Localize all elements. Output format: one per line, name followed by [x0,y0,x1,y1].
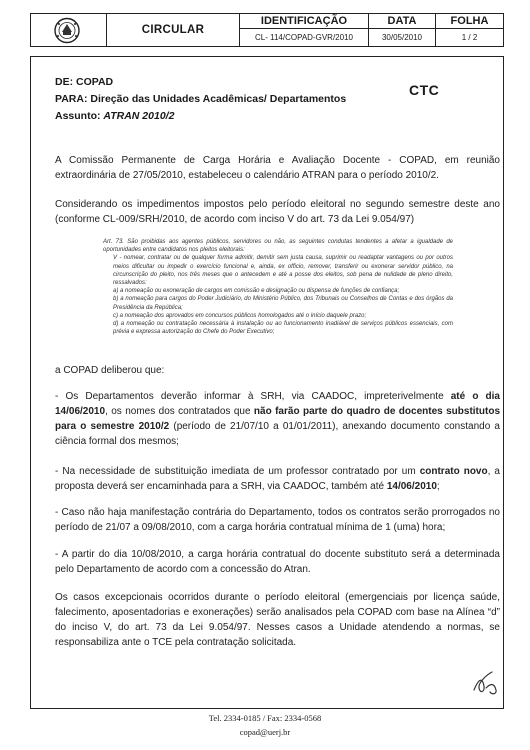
identificacao-value: CL- 114/COPAD-GVR/2010 [255,33,353,42]
footer-phone: Tel. 2334-0185 / Fax: 2334-0568 [208,713,322,723]
paragraph-item-4: - A partir do dia 10/08/2010, a carga horária contratual do docente substituto será a determinada pelo Departamento de acordo com a concessão do Atran. [55,549,500,575]
subject-label: Assunto: [55,110,104,122]
paragraph-intro: A Comissão Permanente de Carga Horária e Avaliação Docente - COPAD, em reunião extraordinária de 27/05/2010, estabeleceu o calendário ATRAN para o período 2010/2. [55,155,500,181]
subject-value: ATRAN 2010/2 [103,110,175,122]
handwritten-initials [470,668,502,698]
item-1-text-c: (período de 21/07/10 a 01/01/2011), anexando documento constando a ciência formal dos mesmos; [55,421,500,447]
identificacao-label: IDENTIFICAÇÃO [240,14,368,29]
folha-value: 1 / 2 [461,33,478,42]
item-2-text-b: , a proposta deverá ser encaminhada para a SRH, via CAADOC, também até [55,466,500,492]
paragraph-item-2 [55,464,500,494]
logo-cell [31,14,107,46]
ctc-label: CTC [409,82,440,98]
law-quote [103,238,453,336]
footer-email[interactable]: copad@uerj.br [239,727,291,737]
folha-label: FOLHA [436,14,503,29]
law-inciso-v: V - nomear, contratar ou de qualquer forma admitir, demitir sem justa causa, suprimir ou readaptar vantagens ou por outros meios dificultar ou impedir o exercício funcional e, ainda, ex officio, remover, transferir ou exonerar servidor público, na circunscrição do pleito, nos três meses que o antecedem e até a posse dos eleitos, sob pena de nulidade de pleno direito, ressalvados: [113,255,453,287]
law-item-a: a) a nomeação ou exoneração de cargos em comissão e designação ou dispensa de funções de confiança; [113,288,400,295]
paragraph-item-3: - Caso não haja manifestação contrária do Departamento, todos os contratos serão prorrogados no período de 21/07 a 09/08/2010, com a carga horária contratual mínima de 1 (uma) hora; [55,507,500,533]
header-table [30,13,504,47]
data-label: DATA [369,14,435,29]
item-1-emphasis: não farão parte do quadro de docentes substitutos para o semestre 2010/2 [55,406,500,432]
item-2-text-c: ; [436,481,440,492]
data-column [369,14,436,46]
item-1-text-b: , os nomes dos contratados que [105,406,254,417]
law-item-b: b) a nomeação para cargos do Poder Judiciário, do Ministério Público, dos Tribunais ou Conselhos de Contas e dos órgãos da Presidência da República; [113,296,453,311]
university-seal-icon [53,17,81,44]
item-2-deadline: 14/06/2010 [386,481,437,492]
identificacao-column [240,14,369,46]
from-line: DE: COPAD [55,76,114,88]
subject-line [55,108,346,125]
paragraph-casos-excepcionais: Os casos excepcionais ocorridos durante o período eleitoral (emergenciais por licença saúde, falecimento, aposentadorias e exonerações) serão analisados pela COPAD com base na Alínea “d” do inciso V, do art. 73 da Lei 9.054/97. Nesses casos a Unidade atendendo a normas, se responsabiliza ante o TCE pela contratação solicitada. [55,592,500,648]
paragraph-item-1 [55,389,500,449]
law-item-d: d) a nomeação ou contratação necessária à instalação ou ao funcionamento inadiável de serviços públicos essenciais, com prévia e expressa autorização do Chefe do Poder Executivo; [113,321,453,336]
data-value: 30/05/2010 [381,33,423,42]
memo-meta [55,74,346,125]
item-1-deadline: até o dia 14/06/2010 [55,391,500,417]
paragraph-considerando: Considerando os impedimentos impostos pelo período eleitoral no segundo semestre deste ano (conforme CL-009/SRH/2010, de acordo com inciso V do art. 73 da Lei 9.054/97) [55,199,500,225]
to-line: PARA: Direção das Unidades Acadêmicas/ Departamentos [55,93,347,105]
folha-column [436,14,503,46]
item-2-text-a: - Na necessidade de substituição imediata de um professor contratado por um [55,466,420,477]
law-article: Art. 73. São proibidas aos agentes públicos, servidores ou não, as seguintes condutas tendentes a afetar a igualdade de oportunidades entre candidatos nos pleitos eleitorais: [103,239,453,254]
circular-title: CIRCULAR [107,14,240,46]
paragraph-deliberou: a COPAD deliberou que: [55,365,165,376]
law-item-c: c) a nomeação dos aprovados em concursos públicos homologados até o início daquele prazo; [113,312,367,319]
item-1-text-a: - Os Departamentos deverão informar à SRH, via CAADOC, impreterivelmente [55,391,451,402]
item-2-emphasis: contrato novo [419,466,488,477]
